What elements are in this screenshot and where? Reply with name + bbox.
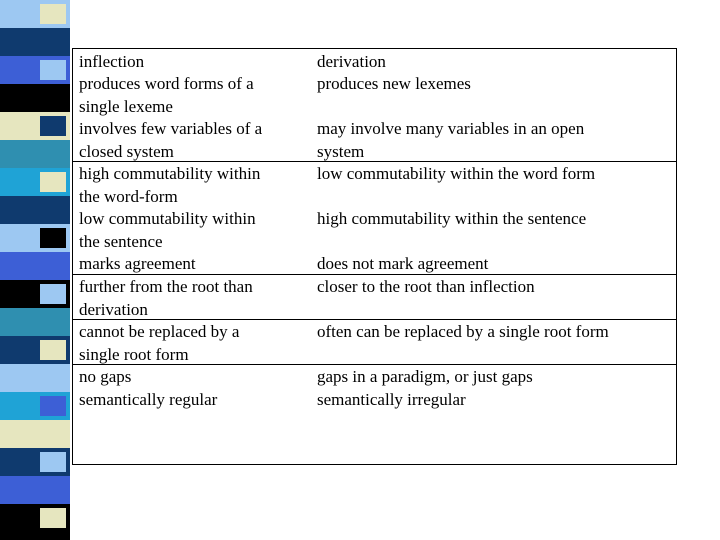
stripe-block (0, 84, 70, 112)
group1-row0-col2: low commutability within the word form (317, 164, 596, 183)
table-divider (73, 161, 676, 162)
stripe-accent (40, 284, 66, 304)
group4-row0-col2: gaps in a paradigm, or just gaps (317, 367, 533, 386)
stripe-block (0, 196, 70, 224)
group1-row2-col1: marks agreement (79, 254, 196, 273)
group0-row0-col2: produces new lexemes (317, 74, 471, 93)
stripe-accent (40, 116, 66, 136)
stripe-block (0, 140, 70, 168)
stripe-accent (40, 452, 66, 472)
stripe-accent (40, 172, 66, 192)
group1-row0-col1: high commutability within the word-form (79, 164, 261, 206)
stripe-accent (40, 508, 66, 528)
group0-row0-col1: produces word forms of a single lexeme (79, 74, 254, 116)
group2-row0-col1: further from the root than derivation (79, 277, 253, 319)
stripe-block (0, 420, 70, 448)
stripe-accent (40, 228, 66, 248)
stripe-block (0, 308, 70, 336)
group0-row1-col2: may involve many variables in an open system (317, 119, 585, 161)
group3-row0-col2: often can be replaced by a single root form (317, 322, 609, 341)
group4-row1-col2: semantically irregular (317, 390, 466, 409)
group1-row1-col1: low commutability within the sentence (79, 209, 256, 251)
stripe-accent (40, 60, 66, 80)
group3-row0-col1: cannot be replaced by a single root form (79, 322, 240, 364)
stripe-accent (40, 340, 66, 360)
stripe-block (0, 28, 70, 56)
group4-row0-col1: no gaps (79, 367, 132, 386)
table-divider (73, 274, 676, 275)
stripe-block (0, 252, 70, 280)
group1-row2-col2: does not mark agreement (317, 254, 489, 273)
table-divider (73, 319, 676, 320)
group4-row1-col1: semantically regular (79, 390, 218, 409)
comparison-table (72, 48, 677, 465)
group0-row1-col1: involves few variables of a closed system (79, 119, 263, 161)
table-divider (73, 364, 676, 365)
stripe-block (0, 476, 70, 504)
decorative-left-stripe (0, 0, 70, 540)
header-inflection: inflection (79, 52, 145, 71)
stripe-block (0, 364, 70, 392)
group2-row0-col2: closer to the root than inflection (317, 277, 535, 296)
stripe-accent (40, 396, 66, 416)
header-derivation: derivation (317, 52, 386, 71)
stripe-accent (40, 4, 66, 24)
group1-row1-col2: high commutability within the sentence (317, 209, 587, 228)
